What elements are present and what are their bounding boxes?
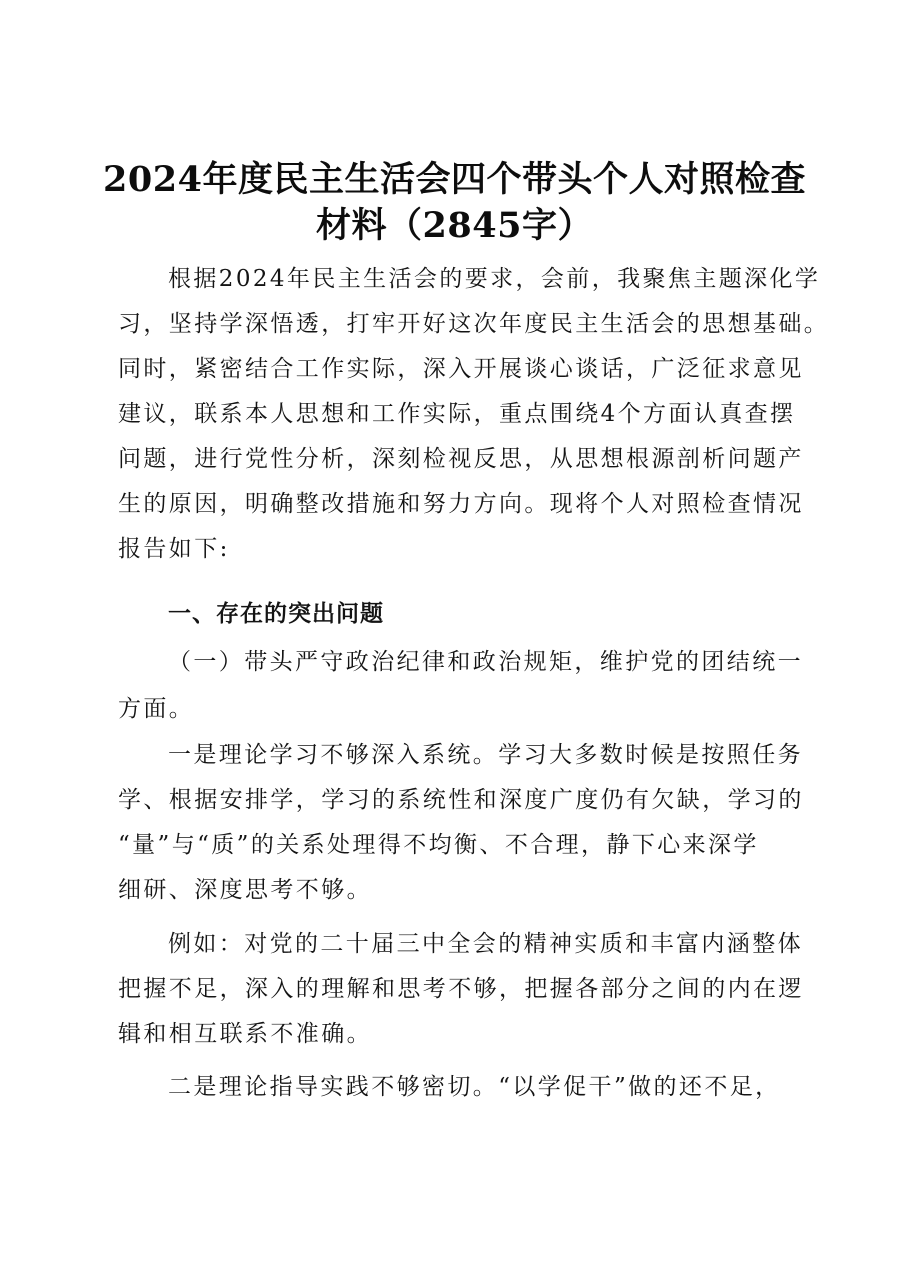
body-paragraph-line: 习，坚持学深悟透，打牢开好这次年度民主生活会的思想基础。 — [118, 311, 830, 337]
subsection-heading-line: 方面。 — [118, 696, 195, 722]
body-paragraph-line: 学、根据安排学，学习的系统性和深度广度仍有欠缺，学习的 — [118, 787, 804, 813]
body-paragraph-line: 问题，进行党性分析，深刻检视反思，从思想根源剖析问题产 — [118, 446, 804, 472]
body-paragraph-line: 辑和相互联系不准确。 — [118, 1021, 372, 1047]
body-paragraph-line: 建议，联系本人思想和工作实际，重点围绕4个方面认真查摆 — [118, 401, 796, 427]
body-paragraph-line: 生的原因，明确整改措施和努力方向。现将个人对照检查情况 — [118, 491, 804, 517]
document-title-line-1: 2024年度民主生活会四个带头个人对照检查 — [103, 159, 806, 200]
body-paragraph-line: 同时，紧密结合工作实际，深入开展谈心谈话，广泛征求意见 — [118, 356, 804, 382]
body-paragraph-line: 根据2024年民主生活会的要求，会前，我聚焦主题深化学 — [168, 266, 821, 292]
body-paragraph-line: “量”与“质”的关系处理得不均衡、不合理，静下心来深学 — [118, 832, 759, 858]
subsection-heading-line: （一）带头严守政治纪律和政治规矩，维护党的团结统一 — [168, 649, 803, 675]
section-heading: 一、存在的突出问题 — [168, 601, 384, 627]
body-paragraph-line: 把握不足，深入的理解和思考不够，把握各部分之间的内在逻 — [118, 976, 804, 1002]
body-paragraph-line: 一是理论学习不够深入系统。学习大多数时候是按照任务 — [168, 742, 803, 768]
body-paragraph-line: 二是理论指导实践不够密切。“以学促干”做的还不足， — [168, 1074, 781, 1100]
body-paragraph-line: 报告如下: — [118, 536, 230, 562]
document-title-line-2: 材料（2845字） — [316, 205, 593, 246]
body-paragraph-line: 细研、深度思考不够。 — [118, 877, 372, 903]
body-paragraph-line: 例如：对党的二十届三中全会的精神实质和丰富内涵整体 — [168, 931, 803, 957]
